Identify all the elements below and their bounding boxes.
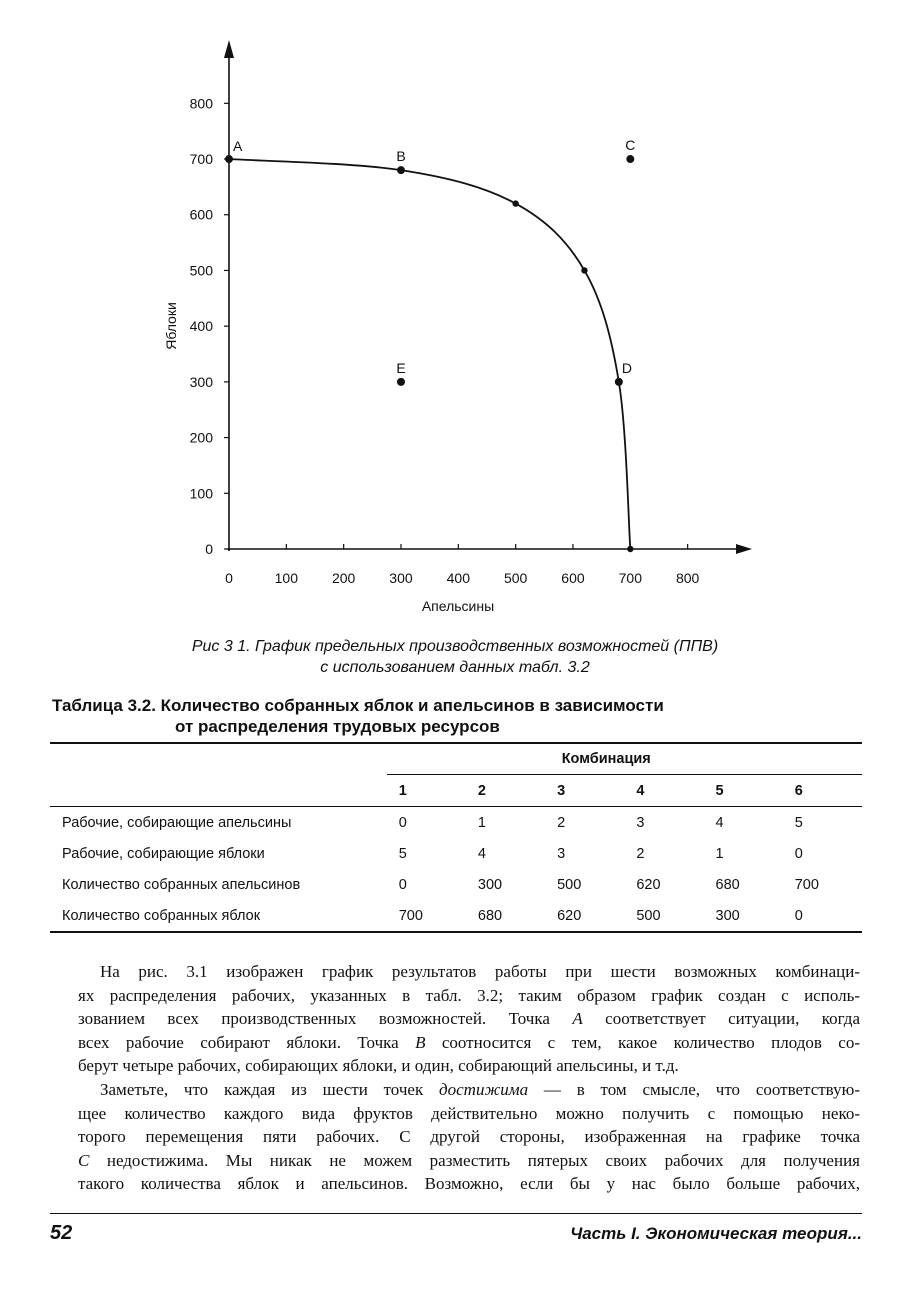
point-b-marker bbox=[397, 166, 405, 174]
table-column-header: 1 bbox=[387, 775, 466, 807]
table-cell: 500 bbox=[557, 876, 582, 893]
text-line: торого перемещения пяти рабочих. С другой стороны, изображенная на графике точка bbox=[78, 1127, 860, 1146]
y-tick-label: 100 bbox=[189, 485, 213, 502]
ppf-curve-line bbox=[229, 159, 630, 549]
table-cell: 5 bbox=[783, 807, 862, 839]
text-run: Заметьте, что каждая из шести точек bbox=[100, 1080, 440, 1099]
ppf-curve-point bbox=[512, 200, 518, 206]
table-column-header: 2 bbox=[466, 775, 545, 807]
x-tick-label: 600 bbox=[561, 570, 585, 586]
text-run: соотносится с тем, какое количество плодов со- bbox=[425, 1032, 861, 1052]
table-column-header-row bbox=[50, 775, 862, 807]
footer-divider bbox=[50, 1213, 862, 1214]
y-axis-title: Яблоки bbox=[163, 302, 179, 350]
table-title-line-1: Таблица 3.2. Количество собранных яблок и апельсинов в зависимости bbox=[52, 696, 664, 715]
table-row bbox=[50, 807, 862, 839]
point-c-marker bbox=[626, 155, 634, 163]
table-row-label: Рабочие, собирающие яблоки bbox=[62, 845, 265, 862]
y-tick-label: 800 bbox=[189, 95, 213, 112]
chart-points bbox=[225, 137, 635, 386]
table-column-header: 3 bbox=[545, 775, 624, 807]
page-number: 52 bbox=[50, 1222, 73, 1244]
point-e-label: E bbox=[396, 359, 406, 376]
x-tick-label: 700 bbox=[618, 570, 642, 586]
table-cell: 4 bbox=[477, 845, 486, 862]
x-tick-label: 800 bbox=[675, 570, 700, 586]
italic-run: А bbox=[572, 1009, 583, 1028]
x-tick-label: 500 bbox=[503, 570, 528, 586]
x-tick-label: 300 bbox=[389, 570, 413, 586]
table-cell: 620 bbox=[636, 876, 661, 893]
text-line bbox=[78, 1078, 860, 1102]
table-cell: 0 bbox=[387, 807, 466, 839]
data-table bbox=[50, 742, 862, 933]
y-tick-label: 0 bbox=[205, 541, 213, 557]
y-tick-label: 500 bbox=[189, 262, 213, 279]
x-tick-label: 200 bbox=[331, 570, 356, 586]
table-cell: 1 bbox=[466, 807, 545, 839]
text-line bbox=[78, 1031, 860, 1055]
point-a-marker bbox=[225, 155, 233, 163]
table-title-line-2: от распределения трудовых ресурсов bbox=[175, 717, 500, 736]
point-d-label: D bbox=[621, 359, 632, 376]
table-cell: 3 bbox=[557, 845, 566, 862]
table-cell: 1 bbox=[715, 845, 724, 862]
ppf-curve-group bbox=[226, 156, 634, 552]
table-cell: 680 bbox=[715, 876, 740, 893]
table-column-header: 6 bbox=[783, 775, 862, 807]
point-b-label: B bbox=[396, 148, 406, 165]
table-cell: 680 bbox=[466, 900, 545, 932]
text-line bbox=[78, 1007, 860, 1031]
table-row bbox=[50, 838, 862, 869]
text-run: всех рабочие собирают яблоки. Точка bbox=[78, 1032, 416, 1052]
table-cell: 3 bbox=[624, 807, 703, 839]
table-group-header-row bbox=[50, 743, 862, 775]
table-cell: 5 bbox=[398, 845, 407, 862]
text-line: такого количества яблок и апельсинов. Возможно, если бы у нас было больше рабочих, bbox=[78, 1174, 860, 1193]
point-d-marker bbox=[615, 378, 623, 386]
body-paragraph-2 bbox=[78, 1078, 860, 1196]
chart-axes bbox=[224, 40, 752, 554]
table-cell: 0 bbox=[398, 876, 407, 893]
table-cell: 700 bbox=[387, 900, 466, 932]
table-cell: 4 bbox=[704, 807, 783, 839]
table-cell: 0 bbox=[794, 845, 803, 862]
ppf-curve-point bbox=[581, 267, 587, 273]
x-tick-label: 400 bbox=[446, 570, 470, 586]
text-line bbox=[78, 1149, 860, 1173]
running-title: Часть I. Экономическая теория... bbox=[570, 1224, 862, 1243]
table-column-header: 5 bbox=[704, 775, 783, 807]
x-tick-label: 100 bbox=[274, 570, 299, 586]
y-tick-label: 700 bbox=[189, 151, 213, 168]
y-tick-label: 300 bbox=[189, 373, 213, 390]
table-group-header: Комбинация bbox=[387, 743, 862, 775]
table-cell: 2 bbox=[636, 845, 645, 862]
figure-caption-line-1: Рис 3 1. График предельных производственных возможностей (ППВ) bbox=[191, 638, 719, 655]
x-axis-arrow-icon bbox=[736, 544, 752, 554]
table-column-header: 4 bbox=[624, 775, 703, 807]
italic-run: достижима bbox=[439, 1080, 529, 1099]
table-cell: 2 bbox=[545, 807, 624, 839]
text-line: берут четыре рабочих, собирающих яблоки, и один, собирающий апельсины, и т.д. bbox=[78, 1056, 679, 1075]
y-tick-label: 600 bbox=[189, 206, 213, 223]
y-tick-label: 400 bbox=[189, 318, 213, 335]
chart-ticks bbox=[190, 95, 700, 586]
table-row bbox=[50, 869, 862, 900]
x-axis-title: Апельсины bbox=[421, 598, 495, 614]
ppf-curve-point bbox=[627, 546, 633, 552]
table-row-label: Рабочие, собирающие апельсины bbox=[50, 807, 387, 839]
table-row bbox=[50, 900, 862, 932]
point-a-label: A bbox=[233, 138, 243, 155]
table-row-label: Количество собранных яблок bbox=[50, 900, 387, 932]
text-run: соответствует ситуации, когда bbox=[582, 1009, 860, 1028]
table-corner-cell bbox=[50, 743, 387, 775]
table-cell: 300 bbox=[704, 900, 783, 932]
table-row-label: Количество собранных апельсинов bbox=[62, 876, 301, 893]
figure-caption-line-2: с использованием данных табл. 3.2 bbox=[320, 659, 590, 676]
text-run: недостижима. Мы никак не можем разместить пятерых своих рабочих для получения bbox=[89, 1150, 860, 1170]
text-line: ях распределения рабочих, указанных в табл. 3.2; таким образом график создан с исполь- bbox=[78, 985, 860, 1005]
text-line: щее количество каждого вида фруктов действительно можно получить с помощью неко- bbox=[78, 1103, 860, 1123]
table-cell: 300 bbox=[477, 876, 503, 893]
table-cell: 700 bbox=[794, 876, 819, 893]
italic-run: В bbox=[415, 1032, 426, 1052]
text-run: зованием всех производственных возможностей. Точка bbox=[78, 1009, 573, 1028]
italic-run: С bbox=[78, 1150, 90, 1170]
point-e-marker bbox=[397, 378, 405, 386]
y-tick-label: 200 bbox=[189, 429, 213, 446]
table-cell: 620 bbox=[545, 900, 624, 932]
text-line: На рис. 3.1 изображен график результатов работы при шести возможных комбинаци- bbox=[100, 962, 860, 981]
body-paragraph-1 bbox=[78, 960, 860, 1078]
point-c-label: C bbox=[625, 137, 636, 154]
y-axis-arrow-icon bbox=[224, 40, 234, 58]
table-cell: 0 bbox=[783, 900, 862, 932]
text-run: — в том смысле, что соответствую- bbox=[528, 1080, 860, 1099]
x-tick-label: 0 bbox=[225, 570, 233, 586]
table-corner-cell bbox=[50, 775, 387, 807]
table-cell: 500 bbox=[624, 900, 703, 932]
